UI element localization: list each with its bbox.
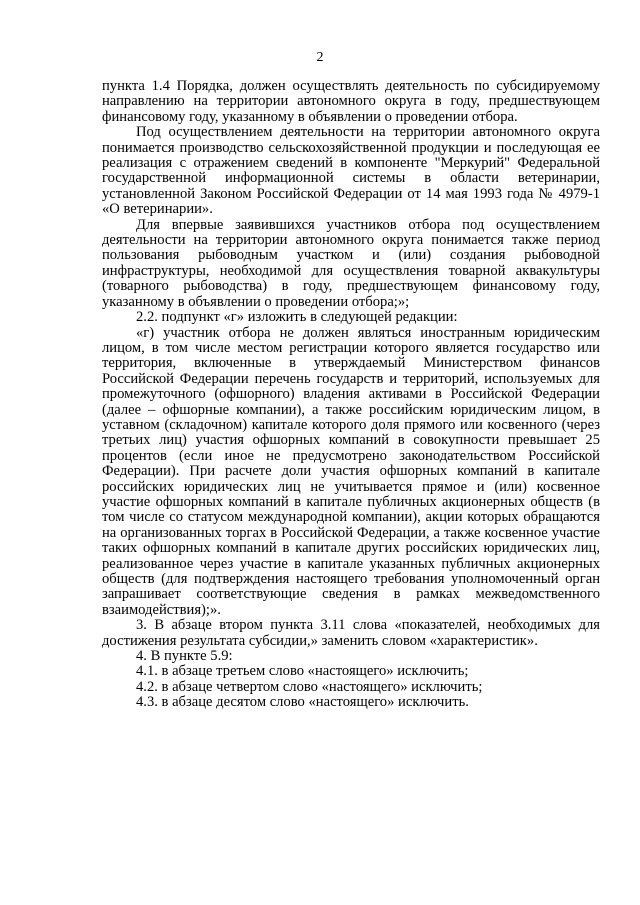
paragraph-item-4-1: 4.1. в абзаце третьем слово «настоящего» исключить; [136, 663, 469, 680]
paragraph-continuation: пункта 1.4 Порядка, должен осуществлять деятельность по субсидируемому направлению на территории автономного округа в году, предшествующем финансовому году, указанному в объявлении о проведении отбора. [102, 78, 600, 125]
paragraph-item-4: 4. В пункте 5.9: [136, 648, 233, 665]
paragraph-activity-definition: Под осуществлением деятельности на территории автономного округа понимается производство сельскохозяйственной продукции и последующая ее реализация с отражением сведений в компоненте "Меркурий" Федеральной государственной информационной системы в области ветеринарии, установленной Законом Российской Федерации от 14 мая 1993 года № 4979-1 «О ветеринарии». [102, 124, 600, 218]
page-number: 2 [316, 50, 324, 65]
document-body [102, 79, 600, 711]
paragraph-subclause-2-2: 2.2. подпункт «г» изложить в следующей редакции: [136, 309, 458, 326]
paragraph-first-time-participants: Для впервые заявившихся участников отбора под осуществлением деятельности на территории автономного округа понимается также период пользования рыбоводным участком и (или) создания рыбоводной инфраструктуры, необходимой для осуществления товарной аквакультуры (товарного рыбоводства) в году, предшествующем финансовому году, указанному в объявлении о проведении отбора;»; [102, 216, 600, 310]
paragraph-item-4-2: 4.2. в абзаце четвертом слово «настоящего» исключить; [136, 678, 483, 695]
paragraph-item-3: 3. В абзаце втором пункта 3.11 слова «показателей, необходимых для достижения результата субсидии,» заменить словом «характеристик». [102, 617, 600, 649]
paragraph-item-4-3: 4.3. в абзаце десятом слово «настоящего» исключить. [136, 694, 469, 711]
paragraph-subclause-g: «г) участник отбора не должен являться иностранным юридическим лицом, в том числе местом регистрации которого является государство или территория, включенные в утверждаемый Министерством финансов Российской Федерации перечень государств и территорий, используемых для промежуточного (офшорного) владения активами в Российской Федерации (далее – офшорные компании), а также российским юридическим лицом, в уставном (складочном) капитале которого доля прямого или косвенного (через третьих лиц) участия офшорных компаний в совокупности превышает 25 процентов (если иное не предусмотрено законодательством Российской Федерации). При расчете доли участия офшорных компаний в капитале российских юридических лиц не учитывается прямое и (или) косвенное участие офшорных компаний в капитале публичных акционерных обществ (в том числе со статусом международной компании), акции которых обращаются на организованных торгах в Российской Федерации, а также косвенное участие таких офшорных компаний в капитале других российских юридических лиц, реализованное через участие в капитале указанных публичных акционерных обществ (для подтверждения настоящего требования уполномоченный орган запрашивает соответствующие сведения в рамках межведомственного взаимодействия);». [102, 324, 600, 618]
